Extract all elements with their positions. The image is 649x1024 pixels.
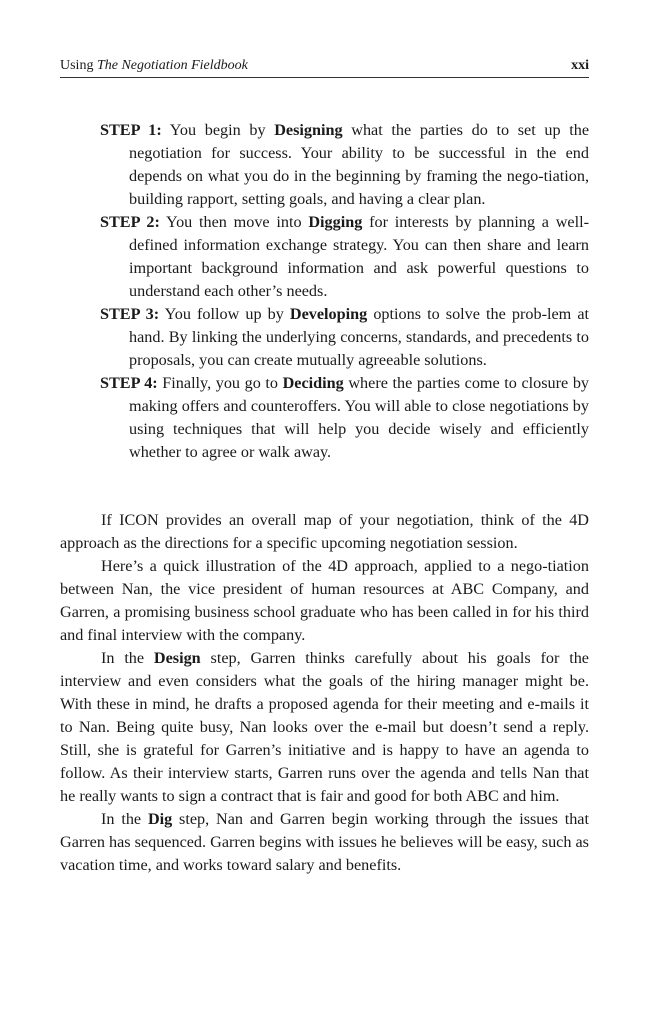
step-text: You begin by (161, 121, 275, 139)
paragraph: Here’s a quick illustration of the 4D approach, applied to a nego-tiation between Nan, the vice president of human resources at ABC Company, and Garren, a promising business school graduate who has been called in for his third and final interview with the company. (60, 557, 589, 644)
step-item (100, 303, 589, 372)
page-number: xxi (571, 58, 589, 73)
step-label: STEP 3: (100, 305, 160, 323)
step-text: options to solve the prob-lem at hand. By linking the underlying concerns, standards, and precedents to proposals, you can create mutually agreeable solutions. (129, 305, 589, 369)
step-label: STEP 2: (100, 213, 160, 231)
body-text (60, 509, 589, 877)
step-label: STEP 4: (100, 374, 158, 392)
step-keyword: Deciding (282, 374, 344, 392)
paragraph: If ICON provides an overall map of your negotiation, think of the 4D approach as the directions for a specific upcoming negotiation session. (60, 511, 589, 552)
step-item (100, 211, 589, 303)
step-keyword: Digging (308, 213, 363, 231)
book-title: The Negotiation Fieldbook (96, 58, 248, 73)
paragraph-text: In the (101, 649, 154, 667)
paragraph (60, 808, 589, 877)
step-text: what the parties do to set up the negotiation for success. Your ability to be successful in the end depends on what you do in the beginning by framing the nego-tiation, building rapport, setting goals, and having a clear plan. (129, 121, 590, 208)
step-text: You then move into (159, 213, 309, 231)
step-label: STEP 1: (100, 121, 162, 139)
step-keyword: Developing (289, 305, 368, 323)
paragraph-text: In the (101, 810, 148, 828)
paragraph-keyword: Dig (147, 810, 173, 828)
paragraph-text: step, Garren thinks carefully about his goals for the interview and even considers what the goals of the hiring manager might be. With these in mind, he drafts a proposed agenda for their meeting and e-mails it to Nan. Being quite busy, Nan looks over the e-mail but doesn’t send a reply. Still, she is grateful for Garren’s initiative and is happy to have an agenda to follow. As their interview starts, Garren runs over the agenda and tells Nan that he really wants to sign a contract that is fair and good for both ABC and him. (60, 649, 589, 805)
step-list (100, 119, 589, 464)
step-keyword: Designing (274, 121, 343, 139)
running-header (60, 58, 589, 78)
paragraph-keyword: Design (153, 649, 201, 667)
step-text: for interests by planning a well-defined information exchange strategy. You can then share and learn important background information and ask powerful questions to understand each other’s needs. (129, 213, 590, 300)
step-text: Finally, you go to (157, 374, 283, 392)
paragraph (60, 647, 589, 808)
running-title (60, 58, 248, 74)
paragraph-text: step, Nan and Garren begin working through the issues that Garren has sequenced. Garren begins with issues he believes will be easy, such as vacation time, and works toward salary and benefits. (60, 810, 589, 874)
running-prefix: Using (60, 58, 97, 73)
step-text: where the parties come to closure by making offers and counteroffers. You will able to close negotiations by using techniques that will help you decide wisely and efficiently whether to agree or walk away. (129, 374, 590, 461)
step-item (100, 119, 589, 211)
step-text: You follow up by (159, 305, 290, 323)
step-item (100, 372, 589, 464)
